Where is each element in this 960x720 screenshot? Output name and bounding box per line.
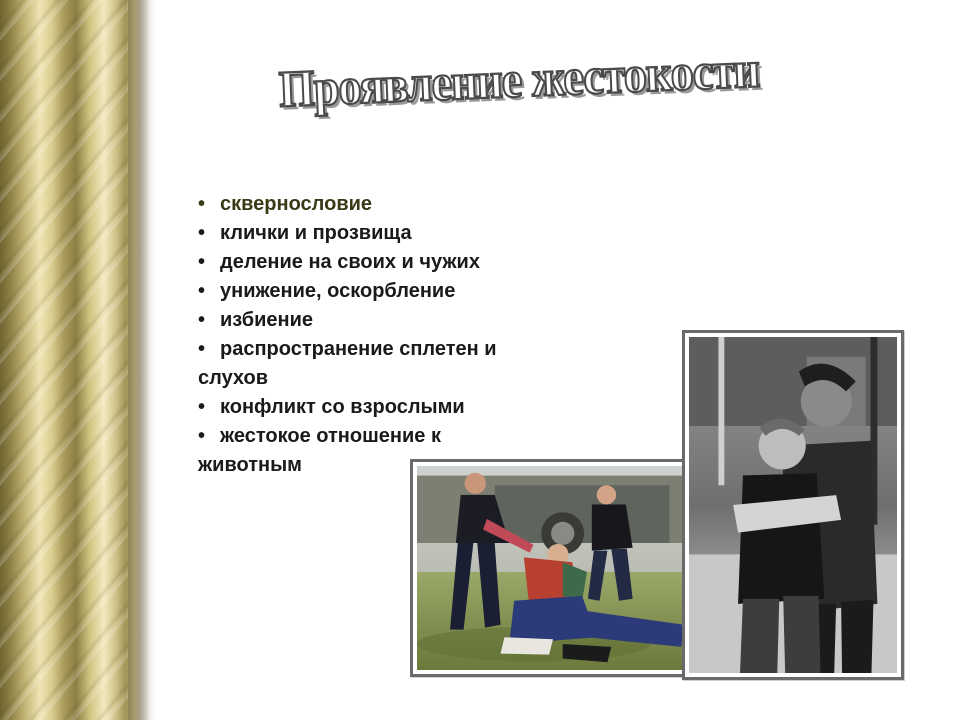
photo-boys-hugging-image	[689, 337, 897, 673]
photo-boys-hugging	[682, 330, 904, 680]
list-item-text-continued: слухов	[198, 367, 269, 389]
list-item	[198, 190, 598, 219]
list-item-text: деление на своих и чужих	[220, 251, 480, 273]
list-item-text: распространение сплетен и	[220, 338, 497, 360]
list-item	[198, 306, 598, 335]
photo-children-fighting	[410, 459, 696, 677]
list-item-text-continued: животным	[198, 454, 302, 476]
column-shadow	[128, 0, 156, 720]
list-item	[198, 219, 598, 248]
bullet-icon: •	[198, 222, 206, 244]
bullet-icon: •	[198, 251, 206, 273]
photo-children-fighting-image	[417, 466, 689, 670]
bullet-icon: •	[198, 193, 206, 215]
list-item-text: клички и прозвища	[220, 222, 412, 244]
bullet-icon: •	[198, 280, 206, 302]
list-item	[198, 335, 598, 393]
list-item-text: жестокое отношение к	[220, 425, 441, 447]
list-item-text: унижение, оскорбление	[220, 280, 456, 302]
bullet-icon: •	[198, 338, 206, 360]
list-item-text: избиение	[220, 309, 314, 331]
slide-title: Проявление жестокости	[277, 40, 761, 118]
list-item	[198, 248, 598, 277]
list-item	[198, 277, 598, 306]
bullet-icon: •	[198, 309, 206, 331]
list-item-text: сквернословие	[220, 193, 373, 215]
list-item	[198, 393, 598, 422]
list-item-text: конфликт со взрослыми	[220, 396, 465, 418]
bullet-icon: •	[198, 396, 206, 418]
bullet-icon: •	[198, 425, 206, 447]
bullet-list	[198, 190, 598, 480]
